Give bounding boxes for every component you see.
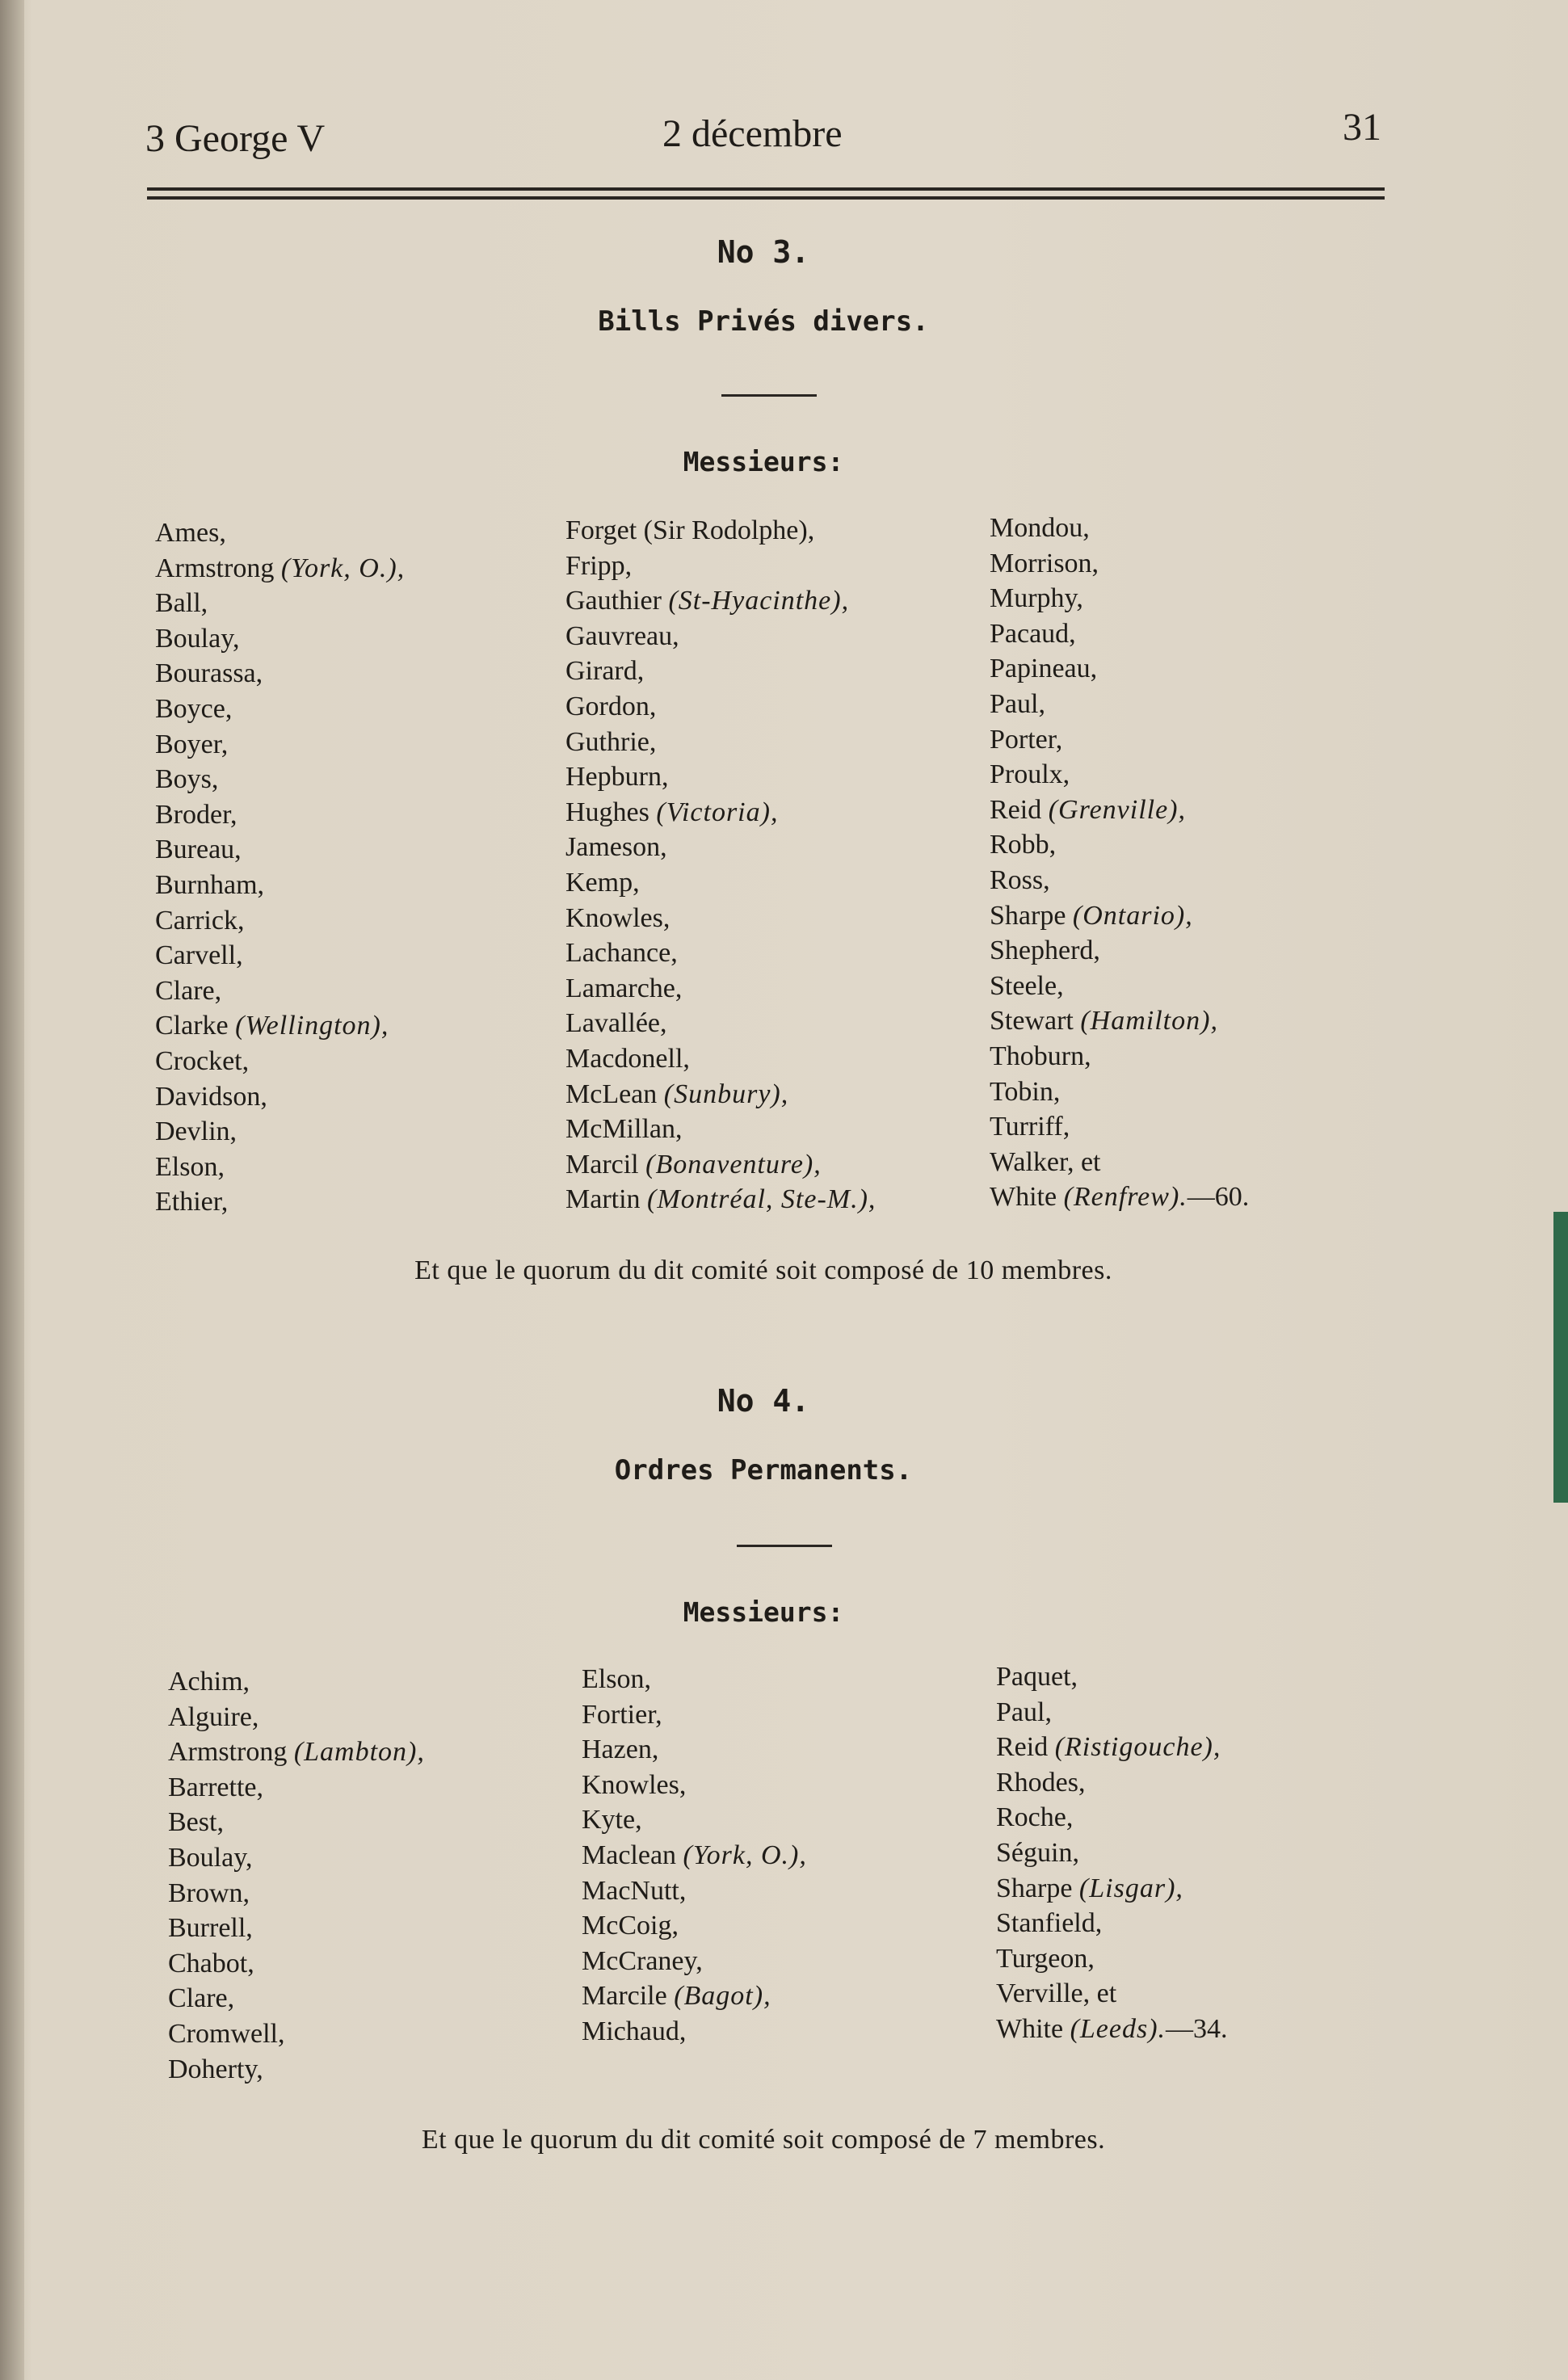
member-name	[168, 1805, 425, 1840]
member-name	[990, 1074, 1249, 1110]
member-surname: Bourassa,	[155, 658, 263, 689]
member-name	[582, 1732, 807, 1768]
section-number: No 4.	[717, 1383, 810, 1419]
member-name	[565, 971, 876, 1007]
member-surname: Walker, et	[990, 1146, 1101, 1177]
member-name	[990, 863, 1249, 898]
member-surname: Best,	[168, 1807, 224, 1838]
member-name	[565, 759, 876, 795]
member-surname: Crocket,	[155, 1045, 250, 1076]
member-surname: Verville, et	[996, 1978, 1117, 2009]
member-riding: (Grenville),	[1048, 794, 1186, 825]
member-surname: White	[996, 2013, 1070, 2044]
member-name	[565, 1147, 876, 1183]
member-surname: Bureau,	[155, 835, 242, 865]
member-surname: McCraney,	[582, 1945, 703, 1976]
member-name	[996, 1835, 1228, 1871]
members-column-2	[582, 1662, 807, 2050]
member-surname: Guthrie,	[565, 726, 657, 757]
committee-section-4	[145, 1383, 1381, 2191]
member-surname: Proulx,	[990, 759, 1070, 790]
member-name	[565, 830, 876, 865]
salutation: Messieurs:	[683, 446, 844, 477]
member-surname: Brown,	[168, 1878, 250, 1908]
member-surname: Carrick,	[155, 905, 245, 936]
member-riding: (Renfrew).	[1063, 1182, 1188, 1213]
member-name	[565, 1041, 876, 1077]
member-name	[996, 1871, 1228, 1907]
member-surname: Gordon,	[565, 691, 657, 721]
member-surname: Stanfield,	[996, 1908, 1103, 1939]
member-name	[996, 1976, 1228, 2012]
members-column-3	[990, 511, 1249, 1215]
member-name	[990, 651, 1249, 687]
members-column-2	[565, 513, 876, 1217]
member-surname: Paul,	[990, 688, 1045, 719]
member-name	[565, 1077, 876, 1112]
member-surname: Fortier,	[582, 1699, 662, 1730]
member-name	[996, 1730, 1228, 1765]
member-riding: (Hamilton),	[1080, 1006, 1218, 1037]
section-divider	[737, 1545, 832, 1547]
member-name	[155, 692, 405, 727]
section-divider	[721, 394, 817, 397]
member-surname: Paquet,	[996, 1662, 1078, 1692]
member-name	[155, 973, 405, 1009]
member-name	[990, 511, 1249, 546]
member-name	[155, 727, 405, 763]
member-name	[168, 1946, 425, 1982]
member-name	[582, 1838, 807, 1873]
member-surname: Michaud,	[582, 2016, 687, 2046]
member-name	[155, 832, 405, 868]
member-surname: Kemp,	[565, 867, 640, 898]
member-name	[990, 898, 1249, 934]
member-name	[565, 901, 876, 936]
member-name	[168, 1981, 425, 2016]
member-surname: Rhodes,	[996, 1767, 1086, 1798]
member-name	[155, 903, 405, 939]
member-name	[996, 1659, 1228, 1695]
section-title: Bills Privés divers.	[598, 305, 929, 338]
member-surname: Broder,	[155, 799, 238, 830]
member-name	[155, 656, 405, 692]
member-name	[565, 865, 876, 901]
salutation: Messieurs:	[683, 1596, 844, 1628]
member-surname: MacNutt,	[582, 1875, 687, 1906]
member-surname: Clarke	[155, 1011, 236, 1041]
members-column-1	[155, 515, 405, 1220]
member-count: —34.	[1166, 2013, 1228, 2044]
member-surname: Jameson,	[565, 832, 667, 863]
member-surname: McMillan,	[565, 1114, 683, 1145]
member-surname: Pacaud,	[990, 618, 1076, 649]
member-surname: Ross,	[990, 864, 1050, 895]
member-riding: (Bagot),	[674, 1981, 771, 2012]
member-name	[155, 938, 405, 973]
member-name	[155, 1150, 405, 1185]
member-name	[582, 2014, 807, 2050]
member-surname: Boyce,	[155, 693, 233, 724]
member-surname: White	[990, 1182, 1064, 1213]
member-surname: Sharpe	[996, 1873, 1079, 1903]
member-name	[565, 1006, 876, 1041]
header-date: 2 décembre	[662, 112, 843, 155]
member-surname: Knowles,	[565, 902, 670, 933]
member-riding: (Lambton),	[293, 1737, 425, 1768]
member-surname: Porter,	[990, 724, 1063, 755]
member-surname: Reid	[990, 794, 1049, 825]
member-surname: McLean	[565, 1079, 664, 1109]
page-edge-tab	[1553, 1212, 1568, 1503]
member-name	[996, 1800, 1228, 1835]
member-riding: (Ristigouche),	[1054, 1732, 1221, 1763]
member-name	[155, 551, 405, 587]
member-riding: (Sunbury),	[663, 1079, 789, 1109]
member-name	[565, 654, 876, 689]
member-name	[168, 2016, 425, 2052]
member-name	[990, 687, 1249, 722]
member-surname: Sharpe	[990, 900, 1073, 931]
section-title: Ordres Permanents.	[614, 1454, 913, 1486]
member-surname: Turgeon,	[996, 1943, 1095, 1974]
member-surname: Hepburn,	[565, 762, 669, 793]
member-riding: (Bonaventure),	[645, 1149, 822, 1179]
member-name	[990, 581, 1249, 616]
member-surname: Tobin,	[990, 1076, 1061, 1107]
member-name	[990, 1039, 1249, 1074]
member-name	[565, 795, 876, 830]
member-surname: Mondou,	[990, 513, 1090, 543]
member-surname: Boyer,	[155, 729, 229, 759]
member-name	[168, 1770, 425, 1806]
member-name	[990, 827, 1249, 863]
member-surname: Lavallée,	[565, 1008, 667, 1039]
member-name	[565, 549, 876, 584]
header-rule-bottom	[147, 196, 1385, 200]
member-surname: Forget (Sir Rodolphe),	[565, 515, 815, 545]
member-name	[990, 1109, 1249, 1145]
member-name	[582, 1768, 807, 1803]
quorum-statement: Et que le quorum du dit comité soit composé de 7 membres.	[421, 2125, 1106, 2155]
member-surname: Armstrong	[155, 553, 281, 583]
member-surname: Hughes	[565, 797, 657, 827]
member-name	[565, 725, 876, 760]
member-riding: (St-Hyacinthe),	[668, 586, 850, 616]
member-surname: Murphy,	[990, 583, 1083, 614]
member-surname: Stewart	[990, 1006, 1081, 1037]
member-name	[565, 583, 876, 619]
member-surname: Reid	[996, 1732, 1055, 1763]
member-surname: Burnham,	[155, 869, 265, 900]
member-riding: (York, O.),	[280, 553, 406, 583]
member-name	[168, 1876, 425, 1911]
member-surname: Hazen,	[582, 1735, 659, 1765]
member-surname: Carvell,	[155, 940, 243, 971]
member-name	[155, 1079, 405, 1115]
member-name	[582, 1908, 807, 1944]
member-name	[996, 1765, 1228, 1801]
member-name	[582, 1662, 807, 1697]
member-name	[565, 1112, 876, 1147]
member-name	[168, 1700, 425, 1735]
member-surname: Kyte,	[582, 1805, 642, 1835]
member-name	[996, 1941, 1228, 1977]
member-surname: Martin	[565, 1184, 648, 1215]
member-name	[155, 1044, 405, 1079]
member-name	[582, 1873, 807, 1909]
member-surname: Burrell,	[168, 1913, 253, 1944]
member-surname: Marcil	[565, 1149, 646, 1179]
member-name	[990, 1179, 1249, 1215]
member-name	[990, 1003, 1249, 1039]
member-name	[990, 616, 1249, 652]
member-surname: Chabot,	[168, 1948, 254, 1978]
member-name	[168, 1664, 425, 1700]
member-name	[990, 757, 1249, 793]
running-header	[145, 105, 1381, 178]
member-name	[155, 868, 405, 903]
member-surname: McCoig,	[582, 1911, 679, 1941]
member-surname: Doherty,	[168, 2054, 263, 2084]
member-name	[155, 515, 405, 551]
member-name	[565, 513, 876, 549]
member-surname: Gauvreau,	[565, 620, 679, 651]
member-name	[168, 1735, 425, 1770]
member-riding: (Montréal, Ste-M.),	[647, 1184, 876, 1215]
member-surname: Elson,	[155, 1151, 225, 1182]
member-surname: Morrison,	[990, 548, 1099, 578]
book-gutter	[0, 0, 24, 2380]
member-name	[565, 936, 876, 971]
member-surname: Lamarche,	[565, 973, 683, 1003]
member-name	[582, 1697, 807, 1733]
member-riding: (York, O.),	[683, 1840, 807, 1870]
member-riding: (Victoria),	[656, 797, 779, 827]
member-name	[155, 1184, 405, 1220]
member-surname: Maclean	[582, 1840, 683, 1870]
member-name	[996, 2012, 1228, 2047]
member-surname: Fripp,	[565, 550, 633, 581]
member-surname: Ames,	[155, 518, 226, 548]
member-surname: Séguin,	[996, 1837, 1079, 1868]
member-surname: Macdonell,	[565, 1043, 690, 1074]
committee-section-3	[145, 234, 1381, 1309]
member-surname: Davidson,	[155, 1081, 267, 1112]
member-surname: Alguire,	[168, 1701, 259, 1732]
member-surname: Achim,	[168, 1667, 250, 1697]
member-surname: Barrette,	[168, 1772, 263, 1802]
member-name	[990, 969, 1249, 1004]
member-name	[996, 1906, 1228, 1941]
member-surname: Ethier,	[155, 1187, 229, 1217]
member-surname: Clare,	[168, 1983, 235, 2014]
member-surname: Roche,	[996, 1802, 1074, 1833]
member-riding: (Lisgar),	[1078, 1873, 1183, 1903]
member-surname: Shepherd,	[990, 936, 1100, 966]
member-name	[582, 1978, 807, 2014]
member-surname: Gauthier	[565, 586, 669, 616]
member-riding: (Leeds).	[1070, 2013, 1167, 2044]
member-name	[990, 1145, 1249, 1180]
member-surname: Paul,	[996, 1697, 1052, 1727]
quorum-statement: Et que le quorum du dit comité soit composé de 10 membres.	[414, 1255, 1112, 1285]
member-surname: Turriff,	[990, 1112, 1070, 1142]
header-rule-top	[147, 187, 1385, 191]
member-surname: Lachance,	[565, 938, 678, 969]
header-page-number: 31	[1343, 106, 1381, 149]
member-name	[996, 1695, 1228, 1730]
member-name	[565, 689, 876, 725]
member-name	[990, 933, 1249, 969]
member-name	[168, 2052, 425, 2088]
member-name	[155, 1008, 405, 1044]
member-surname: Ball,	[155, 588, 208, 619]
member-name	[168, 1911, 425, 1946]
member-name	[582, 1802, 807, 1838]
member-surname: Thoburn,	[990, 1041, 1091, 1071]
section-number: No 3.	[717, 234, 810, 270]
member-surname: Boys,	[155, 764, 219, 795]
member-name	[990, 722, 1249, 758]
member-surname: Boulay,	[168, 1842, 253, 1873]
member-surname: Knowles,	[582, 1769, 687, 1800]
member-surname: Clare,	[155, 975, 222, 1006]
member-surname: Cromwell,	[168, 2018, 285, 2049]
member-surname: Papineau,	[990, 654, 1098, 684]
member-name	[565, 1182, 876, 1217]
member-name	[990, 793, 1249, 828]
member-name	[155, 586, 405, 621]
member-surname: Steele,	[990, 970, 1064, 1001]
member-surname: Boulay,	[155, 623, 240, 654]
members-column-3	[996, 1659, 1228, 2047]
member-riding: (Wellington),	[235, 1011, 389, 1041]
member-name	[168, 1840, 425, 1876]
member-name	[565, 619, 876, 654]
member-surname: Girard,	[565, 656, 645, 687]
member-name	[155, 621, 405, 657]
member-name	[155, 762, 405, 797]
member-name	[582, 1944, 807, 1979]
member-surname: Marcile	[582, 1981, 675, 2012]
member-name	[155, 1114, 405, 1150]
member-surname: Robb,	[990, 830, 1057, 860]
member-riding: (Ontario),	[1072, 900, 1193, 931]
members-column-1	[168, 1664, 425, 2087]
member-surname: Elson,	[582, 1664, 651, 1694]
member-count: —60.	[1187, 1182, 1250, 1213]
member-name	[990, 546, 1249, 582]
member-name	[155, 797, 405, 833]
member-surname: Armstrong	[168, 1737, 294, 1768]
header-session: 3 George V	[145, 117, 326, 160]
member-surname: Devlin,	[155, 1116, 238, 1147]
